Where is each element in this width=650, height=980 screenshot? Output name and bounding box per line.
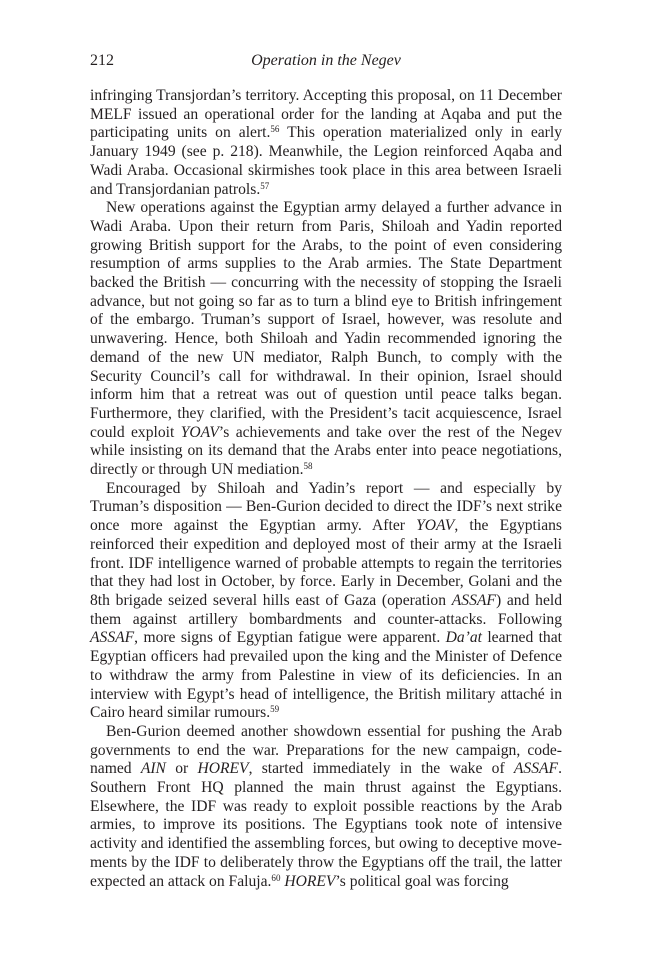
running-head: Operation in the Negev [251,52,401,69]
footnote-ref: 58 [303,461,313,472]
page-number: 212 [90,52,114,69]
footnote-ref: 60 [271,872,281,883]
page-header [90,50,562,72]
italic-text: ASSAF [513,760,559,778]
italic-text: ASSAF [451,591,496,609]
italic-text: HOREV [284,872,336,890]
paragraph [90,87,562,199]
footnote-ref: 59 [270,704,280,715]
text-run: infringing Transjordan’s territory. Accepting this proposal, on 11 December MELF issued an operational order for the landing at Aqaba and put the participating units on alert. [90,87,562,142]
paragraph [90,199,562,480]
text-run: learned that Egyptian officers had prevailed upon the king and the Minister of Defence to withdraw the army from Palestine in view of its deficiencies. In an interview with Egypt’s head of intelligence, the British military attaché in Cairo heard similar rumours. [90,629,562,722]
text-run: , more signs of Egyptian fatigue were apparent. [134,629,446,647]
text-run: This operation materialized only in early January 1949 (see p. 218). Meanwhile, the Legion reinforced Aqaba and Wadi Araba. Occasional skirmishes took place in this area between Israeli and Transjordanian patrols. [90,124,562,198]
italic-text: HOREV [197,760,249,778]
text-run: or [165,760,198,778]
body-text [90,87,562,891]
text-run: Ben-Gurion deemed another showdown essential for pushing the Arab governments to end the war. Preparations for the new campaign, codenamed [90,722,562,778]
italic-text: AIN [140,760,166,778]
paragraph [90,480,562,723]
footnote-ref: 57 [260,180,270,191]
paragraph [90,723,562,891]
text-run: , the Egyptians reinforced their expedition and deployed most of their army at the Israeli front. IDF intelligence warned of probable attempts to regain the territories that they had lost in October, by force. Early in December, Golani and the 8th brigade seized several hills east of Gaza (operation [90,517,562,609]
text-run: Encouraged by Shiloah and Yadin’s report — and especially by Truman’s disposition — Ben-Gurion decided to direct the IDF’s next strike once more against the Egyptian army. After [90,479,562,535]
text-run: New operations against the Egyptian army delayed a further advance in Wadi Araba. Upon their return from Paris, Shiloah and Yadin reported growing British support for the Arabs, to the point of even considering resumption of arms supplies to the Arab armies. The State Department backed the British — concurring with the necessity of stopping the Israeli advance, but not going so far as to turn a blind eye to British infringement of the embargo. Truman’s support of Israel, however, was resolute and unwavering. Hence, both Shiloah and Yadin recommended ignoring the demand of the new UN mediator, Ralph Bunch, to comply with the Security Council’s call for withdrawal. In their opinion, Israel should inform him that a retreat was out of question until peace talks began. Furthermore, they clarified, with the President’s tacit acquiescence, Israel could exploit [90,199,562,441]
text-run: . Southern Front HQ planned the main thrust against the Egyptians. Elsewhere, the IDF was ready to exploit possible reactions by the Arab armies, to improve its positions. The Egyptians took note of intensive activity and identified the assembling forces, but owing to deceptive movements by the IDF to deliberately throw the Egyptians off the trail, the latter expected an attack on Faluja. [90,760,562,890]
footnote-ref: 56 [270,124,280,135]
text-run: , started immediately in the wake of [248,760,514,778]
italic-text: YOAV [180,423,219,441]
italic-text: ASSAF [90,629,135,647]
text-run: ) and held them against artillery bombardments and counter-attacks. Following [90,591,562,628]
italic-text: YOAV [416,517,455,535]
text-run: ’s political goal was forcing [335,872,509,890]
italic-text: Da’at [445,629,482,647]
text-run: ’s achievements and take over the rest of the Negev while insisting on its demand that the Arabs enter into peace negotiations, directly or through UN mediation. [90,423,562,479]
